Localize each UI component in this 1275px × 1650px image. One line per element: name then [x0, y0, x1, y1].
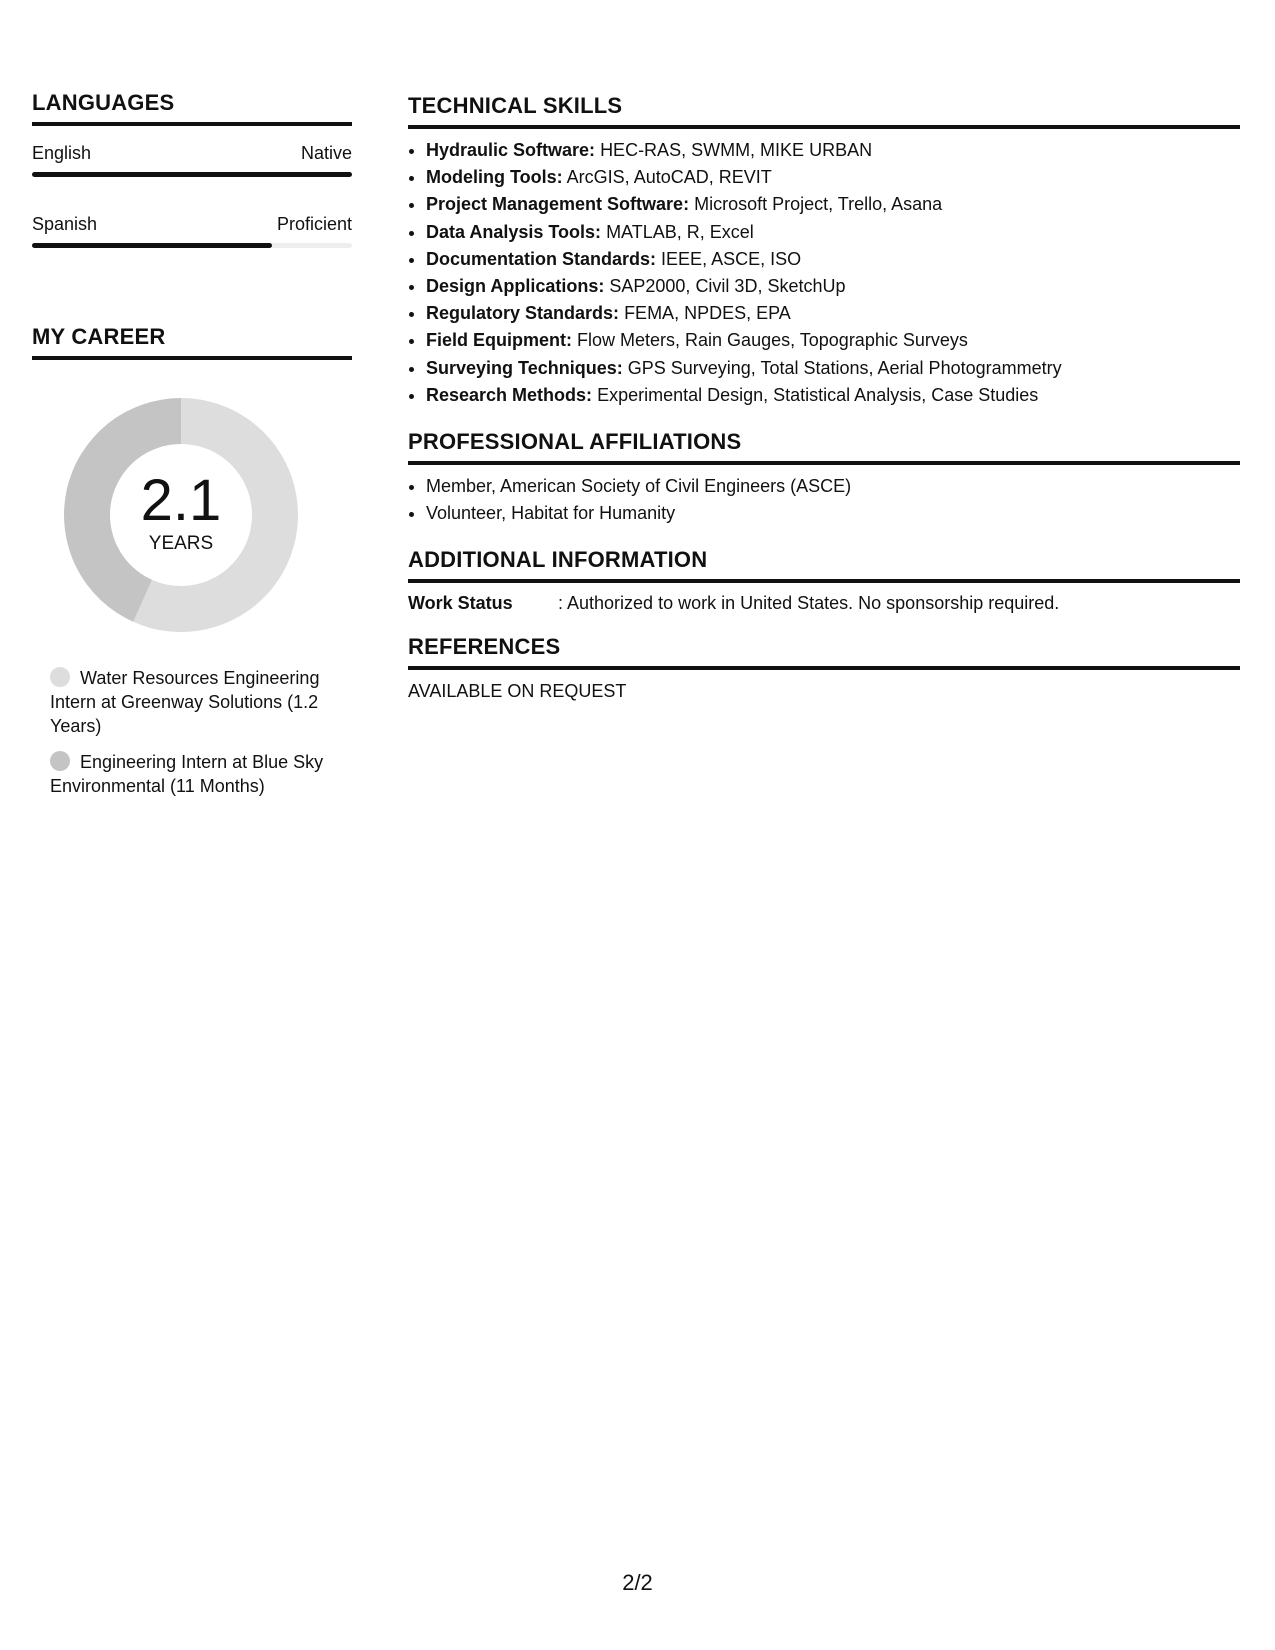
- skill-item: [426, 164, 1240, 191]
- skill-value: FEMA, NPDES, EPA: [624, 303, 791, 324]
- page-number: 2/2: [622, 1570, 653, 1595]
- language-proficiency-fill: [32, 172, 352, 177]
- career-title: MY CAREER: [32, 324, 352, 360]
- language-line: [32, 142, 352, 164]
- language-name: English: [32, 143, 92, 163]
- language-name: Spanish: [32, 214, 98, 234]
- additional-info-title: ADDITIONAL INFORMATION: [408, 547, 1240, 583]
- skill-label: Regulatory Standards:: [426, 303, 620, 324]
- skill-value: HEC-RAS, SWMM, MIKE URBAN: [600, 140, 873, 160]
- skill-label: Project Management Software:: [426, 194, 690, 215]
- right-column: [408, 93, 1240, 722]
- skill-value: MATLAB, R, Excel: [606, 221, 754, 242]
- skill-label: Design Applications:: [426, 276, 605, 297]
- skill-value: SAP2000, Civil 3D, SketchUp: [609, 276, 846, 297]
- skill-item: [426, 382, 1240, 409]
- skill-value: ArcGIS, AutoCAD, REVIT: [566, 167, 772, 188]
- language-proficiency-fill: [32, 243, 272, 248]
- skill-item: [426, 137, 1240, 164]
- skill-value: Microsoft Project, Trello, Asana: [694, 194, 943, 215]
- language-proficiency-track: [32, 243, 352, 248]
- affiliation-item: • Member, American Society of Civil Engineers (ASCE): [426, 473, 1240, 500]
- skill-label: Documentation Standards:: [426, 248, 657, 269]
- technical-skills-section: [408, 93, 1240, 409]
- work-status-key: Work Status: [408, 593, 513, 614]
- skill-label: Modeling Tools:: [426, 167, 563, 188]
- career-legend-label: Water Resources Engineering Intern at Greenway Solutions (1.2 Years): [50, 668, 320, 736]
- skill-item: [426, 355, 1240, 382]
- career-donut-chart: [56, 390, 306, 640]
- career-legend-item: [50, 666, 330, 738]
- affiliations-title: PROFESSIONAL AFFILIATIONS: [408, 429, 1240, 465]
- skill-item: [426, 273, 1240, 300]
- skill-item: [426, 219, 1240, 246]
- languages-list: [32, 142, 352, 248]
- affiliations-section: [408, 429, 1240, 527]
- skill-value: Flow Meters, Rain Gauges, Topographic Surveys: [577, 330, 968, 351]
- career-legend: [50, 666, 330, 798]
- language-proficiency-track: [32, 172, 352, 177]
- skill-item: [426, 327, 1240, 354]
- legend-dot-icon: [50, 751, 70, 771]
- legend-dot-icon: [50, 667, 70, 687]
- left-column: [32, 90, 352, 810]
- skill-item: [426, 246, 1240, 273]
- career-total-value: 2.1: [140, 468, 222, 533]
- language-line: [32, 213, 352, 235]
- languages-section: [32, 90, 352, 248]
- skill-value: GPS Surveying, Total Stations, Aerial Photogrammetry: [627, 357, 1062, 378]
- language-level: Proficient: [276, 214, 352, 234]
- skill-label: Field Equipment:: [426, 330, 572, 351]
- career-section: [32, 324, 352, 798]
- skill-label: Hydraulic Software:: [426, 140, 596, 160]
- work-status-value: : Authorized to work in United States. No sponsorship required.: [558, 593, 1060, 614]
- career-legend-item: [50, 750, 330, 798]
- technical-skills-title: TECHNICAL SKILLS: [408, 93, 1240, 129]
- skill-item: [426, 300, 1240, 327]
- affiliation-item: • Volunteer, Habitat for Humanity: [426, 500, 1240, 527]
- references-title: REFERENCES: [408, 634, 1240, 670]
- career-total-label: YEARS: [148, 533, 214, 554]
- language-item: [32, 213, 352, 248]
- donut-center: [56, 390, 306, 640]
- skill-label: Research Methods:: [426, 384, 593, 405]
- references-text: AVAILABLE ON REQUEST: [408, 681, 627, 702]
- skill-label: Data Analysis Tools:: [426, 221, 602, 242]
- additional-info-section: [408, 547, 1240, 614]
- skill-value: IEEE, ASCE, ISO: [661, 248, 802, 269]
- skill-value: Experimental Design, Statistical Analysis, Case Studies: [597, 384, 1039, 405]
- skill-item: [426, 191, 1240, 218]
- skill-label: Surveying Techniques:: [426, 357, 623, 378]
- languages-title: LANGUAGES: [32, 90, 352, 126]
- career-legend-label: Engineering Intern at Blue Sky Environmental (11 Months): [50, 752, 324, 796]
- technical-skills-list: [408, 137, 1240, 409]
- language-item: [32, 142, 352, 177]
- language-level: Native: [300, 143, 352, 163]
- affiliations-list: [408, 473, 1240, 527]
- work-status-row: [408, 592, 1240, 614]
- references-section: [408, 634, 1240, 702]
